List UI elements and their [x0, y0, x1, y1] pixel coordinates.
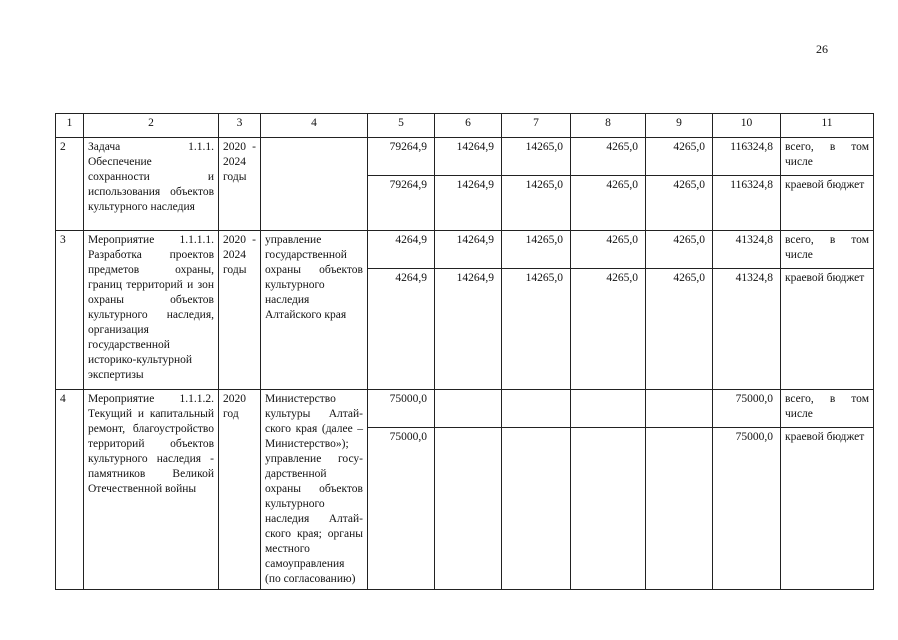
value-cell: 4265,0 [571, 231, 646, 269]
column-header: 11 [781, 114, 874, 138]
value-cell: 4265,0 [646, 231, 713, 269]
column-header: 4 [261, 114, 368, 138]
column-header: 6 [435, 114, 502, 138]
row-name: Задача 1.1.1. Обеспечение сохранности и использования объектов культурного наследия [84, 138, 219, 231]
column-number-row [56, 114, 874, 138]
value-cell: 14265,0 [502, 176, 571, 231]
value-cell [435, 390, 502, 428]
value-cell: 4265,0 [646, 138, 713, 176]
funding-source: краевой бюджет [781, 269, 874, 390]
value-cell: 14265,0 [502, 269, 571, 390]
funding-source: всего, в том числе [781, 231, 874, 269]
row-number: 3 [56, 231, 84, 390]
program-table [55, 113, 874, 590]
value-cell: 75000,0 [713, 428, 781, 590]
table-row [56, 390, 874, 428]
column-header: 7 [502, 114, 571, 138]
value-cell: 14264,9 [435, 231, 502, 269]
value-cell: 75000,0 [368, 390, 435, 428]
column-header: 10 [713, 114, 781, 138]
row-executor: Министерство культуры Алтай-ского края (далее – Министерство»); управление госу-дарственной охраны объектов культурного наследия Алтай-ского края; органы местного самоуправления (по согласованию) [261, 390, 368, 590]
row-executor [261, 138, 368, 231]
row-number: 2 [56, 138, 84, 231]
value-cell: 41324,8 [713, 269, 781, 390]
row-number: 4 [56, 390, 84, 590]
value-cell: 14264,9 [435, 138, 502, 176]
value-cell: 14265,0 [502, 138, 571, 176]
value-cell: 14264,9 [435, 176, 502, 231]
funding-source: всего, в том числе [781, 390, 874, 428]
value-cell [571, 390, 646, 428]
table-row [56, 138, 874, 176]
value-cell [571, 428, 646, 590]
value-cell: 116324,8 [713, 138, 781, 176]
value-cell: 4265,0 [571, 176, 646, 231]
value-cell [646, 428, 713, 590]
value-cell: 4265,0 [571, 138, 646, 176]
page-number: 26 [816, 42, 828, 56]
row-name: Мероприятие 1.1.1.2. Текущий и капитальный ремонт, благоустройство территорий объектов культурного наследия - памятников Великой Отечественной войны [84, 390, 219, 590]
funding-source: краевой бюджет [781, 428, 874, 590]
value-cell: 4265,0 [646, 176, 713, 231]
table-row [56, 231, 874, 269]
row-period: 2020 год [219, 390, 261, 590]
row-period: 2020 - 2024 годы [219, 231, 261, 390]
value-cell: 4265,0 [571, 269, 646, 390]
value-cell: 116324,8 [713, 176, 781, 231]
row-executor: управление государственной охраны объектов культурного наследия Алтайского края [261, 231, 368, 390]
value-cell [435, 428, 502, 590]
value-cell: 75000,0 [368, 428, 435, 590]
column-header: 9 [646, 114, 713, 138]
row-name: Мероприятие 1.1.1.1. Разработка проектов предметов охраны, границ территорий и зон охраны объектов культурного наследия, организация государственной историко-культурной экспертизы [84, 231, 219, 390]
value-cell [502, 428, 571, 590]
value-cell: 4264,9 [368, 269, 435, 390]
funding-source: всего, в том числе [781, 138, 874, 176]
column-header: 2 [84, 114, 219, 138]
column-header: 5 [368, 114, 435, 138]
column-header: 1 [56, 114, 84, 138]
value-cell: 79264,9 [368, 138, 435, 176]
funding-source: краевой бюджет [781, 176, 874, 231]
value-cell [646, 390, 713, 428]
row-period: 2020 - 2024 годы [219, 138, 261, 231]
value-cell [502, 390, 571, 428]
value-cell: 41324,8 [713, 231, 781, 269]
column-header: 3 [219, 114, 261, 138]
value-cell: 4264,9 [368, 231, 435, 269]
value-cell: 4265,0 [646, 269, 713, 390]
value-cell: 79264,9 [368, 176, 435, 231]
value-cell: 75000,0 [713, 390, 781, 428]
column-header: 8 [571, 114, 646, 138]
value-cell: 14264,9 [435, 269, 502, 390]
value-cell: 14265,0 [502, 231, 571, 269]
